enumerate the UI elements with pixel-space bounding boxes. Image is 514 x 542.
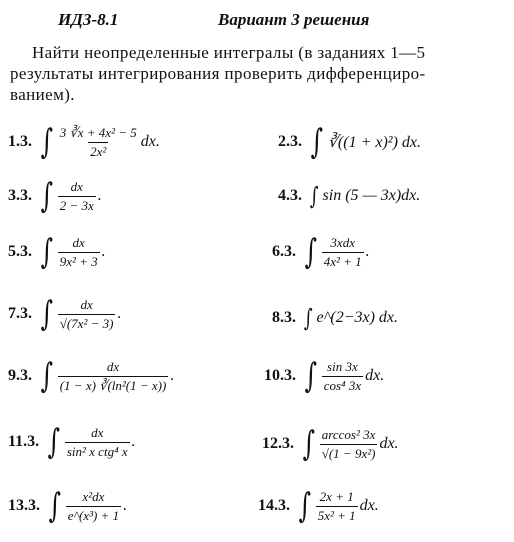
fraction	[58, 179, 96, 214]
fraction	[66, 489, 121, 524]
denominator: 5x² + 1	[317, 507, 356, 523]
integral-sign: ∫	[304, 232, 318, 272]
problem-number: 5.3.	[8, 243, 32, 260]
problem-number: 6.3.	[272, 243, 296, 260]
numerator: arccos² 3x	[321, 426, 376, 442]
numerator: dx	[80, 296, 93, 312]
denominator: 2 − 3x	[59, 197, 94, 213]
integral-sign: ∫	[40, 356, 54, 396]
problem-7-3	[8, 284, 121, 344]
numerator: sin 3x	[327, 358, 358, 374]
integrand-tail: dx.	[140, 133, 160, 150]
numerator: 3xdx	[330, 234, 355, 250]
fraction	[58, 297, 116, 332]
integrand-tail: dx.	[365, 367, 385, 384]
denominator: 2x²	[90, 143, 107, 159]
integral-sign: ∫	[40, 176, 54, 216]
problem-13-3	[8, 476, 127, 536]
integral-sign: ∫	[302, 424, 316, 464]
integrand-tail: dx.	[359, 497, 379, 514]
problem-3-3	[8, 166, 102, 226]
numerator: dx	[72, 234, 85, 250]
integrand-tail: .	[97, 187, 102, 204]
fraction	[316, 489, 358, 524]
numerator: x²dx	[82, 488, 105, 504]
problem-number: 10.3.	[264, 367, 296, 384]
denominator: cos⁴ 3x	[323, 377, 362, 393]
problem-2-3	[278, 112, 421, 172]
fraction	[58, 359, 169, 394]
denominator: e^(x³) + 1	[67, 507, 120, 523]
fraction	[322, 359, 363, 394]
problem-number: 11.3.	[8, 433, 40, 450]
integrand-tail: .	[117, 305, 122, 322]
integral-sign: ∫	[40, 232, 54, 272]
fraction	[58, 125, 139, 160]
denominator: (1 − x) ∛(ln²(1 − x))	[59, 377, 167, 393]
fraction	[322, 235, 364, 270]
numerator: dx	[91, 424, 104, 440]
problem-4-3	[278, 166, 420, 226]
denominator: √(1 − 9x²)	[321, 445, 376, 461]
denominator: 9x² + 3	[59, 253, 98, 269]
integral-sign: ∫	[309, 182, 319, 210]
integral-sign: ∫	[47, 422, 61, 462]
integrand-tail: .	[170, 367, 175, 384]
problem-9-3	[8, 346, 174, 406]
problem-number: 2.3.	[278, 133, 302, 150]
problem-number: 13.3.	[8, 497, 40, 514]
integral-sign: ∫	[40, 122, 54, 162]
problem-8-3	[272, 288, 398, 348]
denominator: √(7x² − 3)	[59, 315, 114, 331]
integrand: ∛((1 + x)²) dx.	[327, 134, 422, 151]
denominator: sin² x ctg⁴ x	[66, 443, 128, 459]
problem-12-3	[262, 414, 399, 474]
problem-number: 4.3.	[278, 187, 302, 204]
problem-10-3	[264, 346, 384, 406]
instructions-line: Найти неопределенные интегралы (в заданиях 1—5	[32, 43, 426, 62]
problem-6-3	[272, 222, 370, 282]
fraction	[65, 425, 130, 460]
problem-number: 14.3.	[258, 497, 290, 514]
numerator: dx	[70, 178, 83, 194]
assignment-title: ИДЗ-8.1	[58, 10, 119, 29]
problem-number: 1.3.	[8, 133, 32, 150]
problem-number: 8.3.	[272, 309, 296, 326]
problem-11-3	[8, 412, 136, 472]
integral-sign: ∫	[40, 294, 54, 334]
problem-number: 9.3.	[8, 367, 32, 384]
integral-sign: ∫	[310, 122, 324, 162]
integrand-tail: .	[123, 497, 128, 514]
instructions-line: ванием).	[10, 85, 75, 104]
integral-sign: ∫	[48, 486, 62, 526]
integrand-tail: dx.	[379, 435, 399, 452]
numerator: 2x + 1	[319, 488, 354, 504]
integral-sign: ∫	[303, 304, 313, 332]
problem-number: 12.3.	[262, 435, 294, 452]
variant-title: Вариант 3 решения	[218, 10, 370, 29]
integrand-tail: .	[101, 243, 106, 260]
fraction	[320, 427, 378, 462]
denominator: 4x² + 1	[323, 253, 362, 269]
integrand-tail: .	[365, 243, 370, 260]
numerator: 3 ∛x + 4x² − 5	[59, 124, 137, 140]
header	[0, 8, 514, 32]
problem-number: 7.3.	[8, 305, 32, 322]
numerator: dx	[106, 358, 120, 374]
integral-sign: ∫	[298, 486, 312, 526]
integrand: e^(2−3x) dx.	[316, 309, 399, 326]
instructions-line: результаты интегрирования проверить дифференциро-	[10, 64, 426, 83]
fraction	[58, 235, 100, 270]
problem-number: 3.3.	[8, 187, 32, 204]
problem-5-3	[8, 222, 106, 282]
problem-1-3	[8, 112, 160, 172]
integrand-tail: .	[131, 433, 136, 450]
problem-14-3	[258, 476, 379, 536]
instructions	[10, 42, 504, 105]
integrand: sin (5 — 3x)dx.	[322, 187, 421, 204]
integral-sign: ∫	[304, 356, 318, 396]
